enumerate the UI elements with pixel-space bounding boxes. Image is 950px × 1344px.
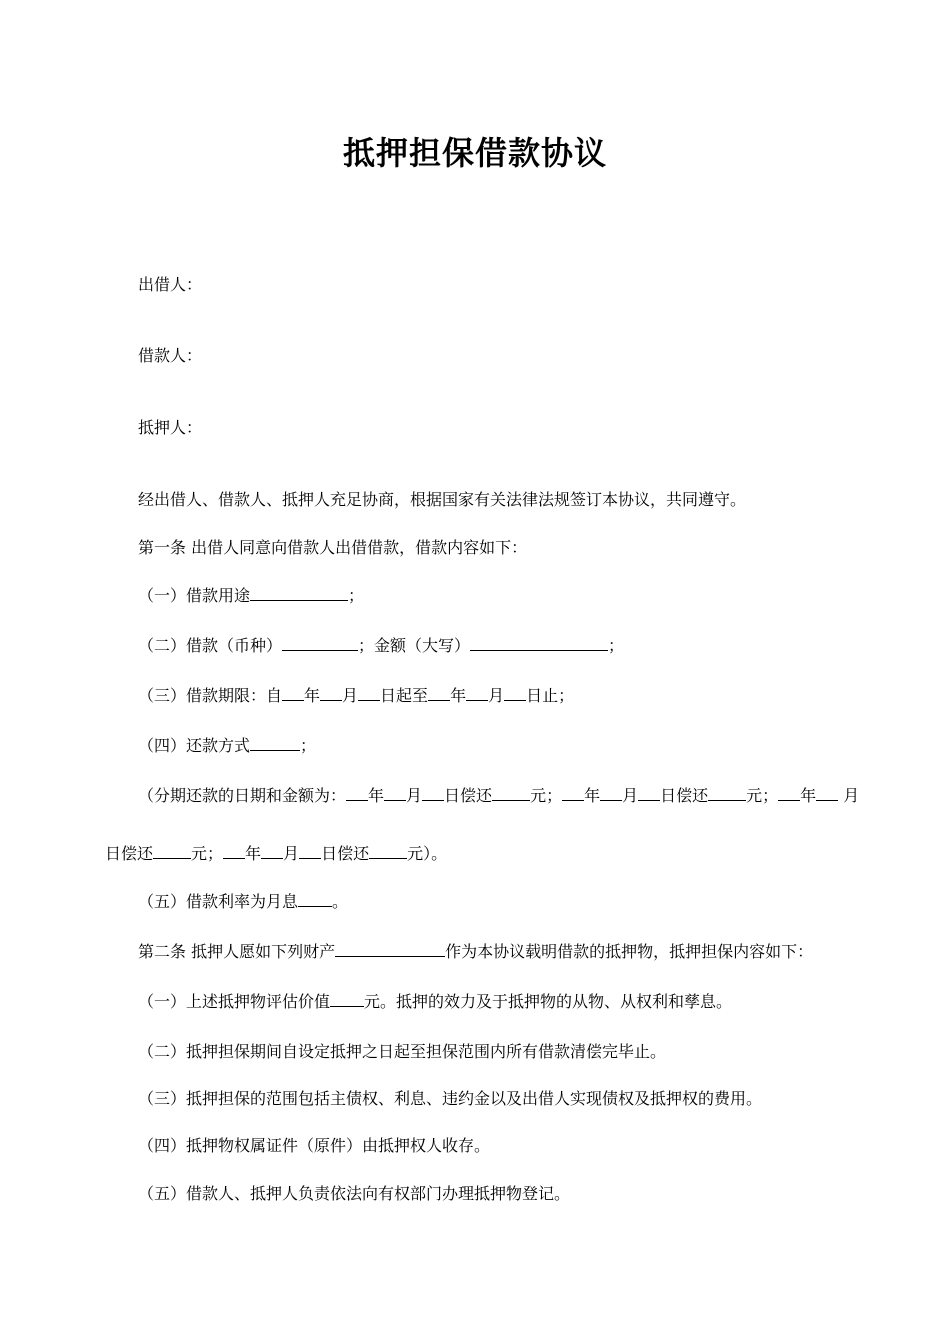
- borrower-line: [138, 346, 202, 366]
- item-text: 日偿还: [444, 786, 493, 805]
- item-text: 年: [368, 786, 385, 805]
- document-title: 抵押担保借款协议: [342, 134, 607, 172]
- article-2-heading-text: 第二条 抵押人愿如下列财产: [138, 942, 336, 961]
- interest-rate-blank[interactable]: [298, 892, 332, 907]
- item-text: 月: [488, 686, 505, 705]
- article-1-heading-text: 第一条 出借人同意向借款人出借借款，借款内容如下：: [138, 538, 528, 557]
- item-text: 日偿还: [660, 786, 709, 805]
- installment-4-amount-blank[interactable]: [369, 844, 407, 859]
- item-text: 月: [283, 844, 300, 863]
- installment-3-amount-blank[interactable]: [153, 844, 191, 859]
- item-text: 元；: [746, 786, 779, 805]
- item-text: 日起至: [380, 686, 429, 705]
- item-text: 。: [332, 892, 349, 911]
- amount-words-blank[interactable]: [470, 636, 608, 651]
- start-year-blank[interactable]: [282, 686, 304, 701]
- intro-text: 经出借人、借款人、抵押人充足协商，根据国家有关法律法规签订本协议，共同遵守。: [138, 490, 747, 509]
- item-text: 元。抵押的效力及于抵押物的从物、从权利和孳息。: [364, 992, 733, 1011]
- loan-purpose-blank[interactable]: [250, 586, 348, 601]
- installment-1-month-blank[interactable]: [384, 786, 406, 801]
- article-2-heading-text: 作为本协议载明借款的抵押物，抵押担保内容如下：: [445, 942, 814, 961]
- item-text: 年: [304, 686, 321, 705]
- item-text: （二）借款（币种）: [138, 636, 283, 655]
- end-day-blank[interactable]: [504, 686, 526, 701]
- installment-4-year-blank[interactable]: [223, 844, 245, 859]
- article-1-item-3: [138, 686, 574, 706]
- article-1-item-4: [138, 736, 316, 756]
- appraised-value-blank[interactable]: [330, 992, 364, 1007]
- article-2-item-4: [138, 1136, 490, 1156]
- item-text: （四）抵押物权属证件（原件）由抵押权人收存。: [138, 1136, 491, 1155]
- item-text: 元；: [530, 786, 563, 805]
- repayment-method-blank[interactable]: [250, 736, 300, 751]
- item-text: 年: [245, 844, 262, 863]
- item-text: 日偿还: [105, 844, 154, 863]
- item-text: （一）借款用途: [138, 586, 251, 605]
- item-text: 元；: [191, 844, 224, 863]
- lender-label: 出借人：: [138, 275, 203, 294]
- article-2-item-5: [138, 1184, 570, 1204]
- article-2-heading: [138, 942, 813, 962]
- item-text: ；金额（大写）: [358, 636, 471, 655]
- installment-line-2: [105, 844, 447, 864]
- item-text: 月: [406, 786, 423, 805]
- collateral-property-blank[interactable]: [335, 942, 445, 957]
- item-text: （四）还款方式: [138, 736, 251, 755]
- item-text: 日偿还: [321, 844, 370, 863]
- article-2-item-1: [138, 992, 732, 1012]
- item-text: （三）抵押担保的范围包括主债权、利息、违约金以及出借人实现债权及抵押权的费用。: [138, 1089, 763, 1108]
- installment-2-day-blank[interactable]: [638, 786, 660, 801]
- article-1-item-2: [138, 636, 624, 656]
- end-year-blank[interactable]: [428, 686, 450, 701]
- installment-1-year-blank[interactable]: [346, 786, 368, 801]
- article-2-item-2: [138, 1042, 666, 1062]
- installment-2-amount-blank[interactable]: [708, 786, 746, 801]
- item-text: 年: [584, 786, 601, 805]
- start-day-blank[interactable]: [358, 686, 380, 701]
- mortgagor-label: 抵押人：: [138, 418, 203, 437]
- installment-4-month-blank[interactable]: [261, 844, 283, 859]
- item-text: 日止；: [526, 686, 575, 705]
- item-text: 月: [843, 786, 860, 805]
- item-text: 年: [800, 786, 817, 805]
- item-text: （二）抵押担保期间自设定抵押之日起至担保范围内所有借款清偿完毕止。: [138, 1042, 667, 1061]
- item-text: （一）上述抵押物评估价值: [138, 992, 331, 1011]
- item-text: （五）借款利率为月息: [138, 892, 299, 911]
- item-text: ；: [300, 736, 317, 755]
- installment-3-year-blank[interactable]: [778, 786, 800, 801]
- end-month-blank[interactable]: [466, 686, 488, 701]
- item-text: ；: [608, 636, 625, 655]
- article-1-item-5: [138, 892, 348, 912]
- start-month-blank[interactable]: [320, 686, 342, 701]
- item-text: 元）。: [407, 844, 448, 863]
- article-2-item-3: [138, 1089, 762, 1109]
- installment-3-month-blank[interactable]: [816, 786, 838, 801]
- item-text: ；: [348, 586, 365, 605]
- item-text: 月: [342, 686, 359, 705]
- installment-2-year-blank[interactable]: [562, 786, 584, 801]
- lender-line: [138, 275, 202, 295]
- borrower-label: 借款人：: [138, 346, 203, 365]
- installment-line-1: [138, 786, 859, 806]
- item-text: 月: [622, 786, 639, 805]
- item-text: （五）借款人、抵押人负责依法向有权部门办理抵押物登记。: [138, 1184, 571, 1203]
- article-1-item-1: [138, 586, 364, 606]
- mortgagor-line: [138, 418, 202, 438]
- installment-4-day-blank[interactable]: [299, 844, 321, 859]
- article-1-heading: [138, 538, 527, 558]
- item-text: （三）借款期限：自: [138, 686, 283, 705]
- item-text: （分期还款的日期和金额为：: [138, 786, 347, 805]
- installment-2-month-blank[interactable]: [600, 786, 622, 801]
- currency-blank[interactable]: [282, 636, 358, 651]
- item-text: 年: [450, 686, 467, 705]
- installment-1-amount-blank[interactable]: [492, 786, 530, 801]
- intro-paragraph: [138, 490, 746, 510]
- installment-1-day-blank[interactable]: [422, 786, 444, 801]
